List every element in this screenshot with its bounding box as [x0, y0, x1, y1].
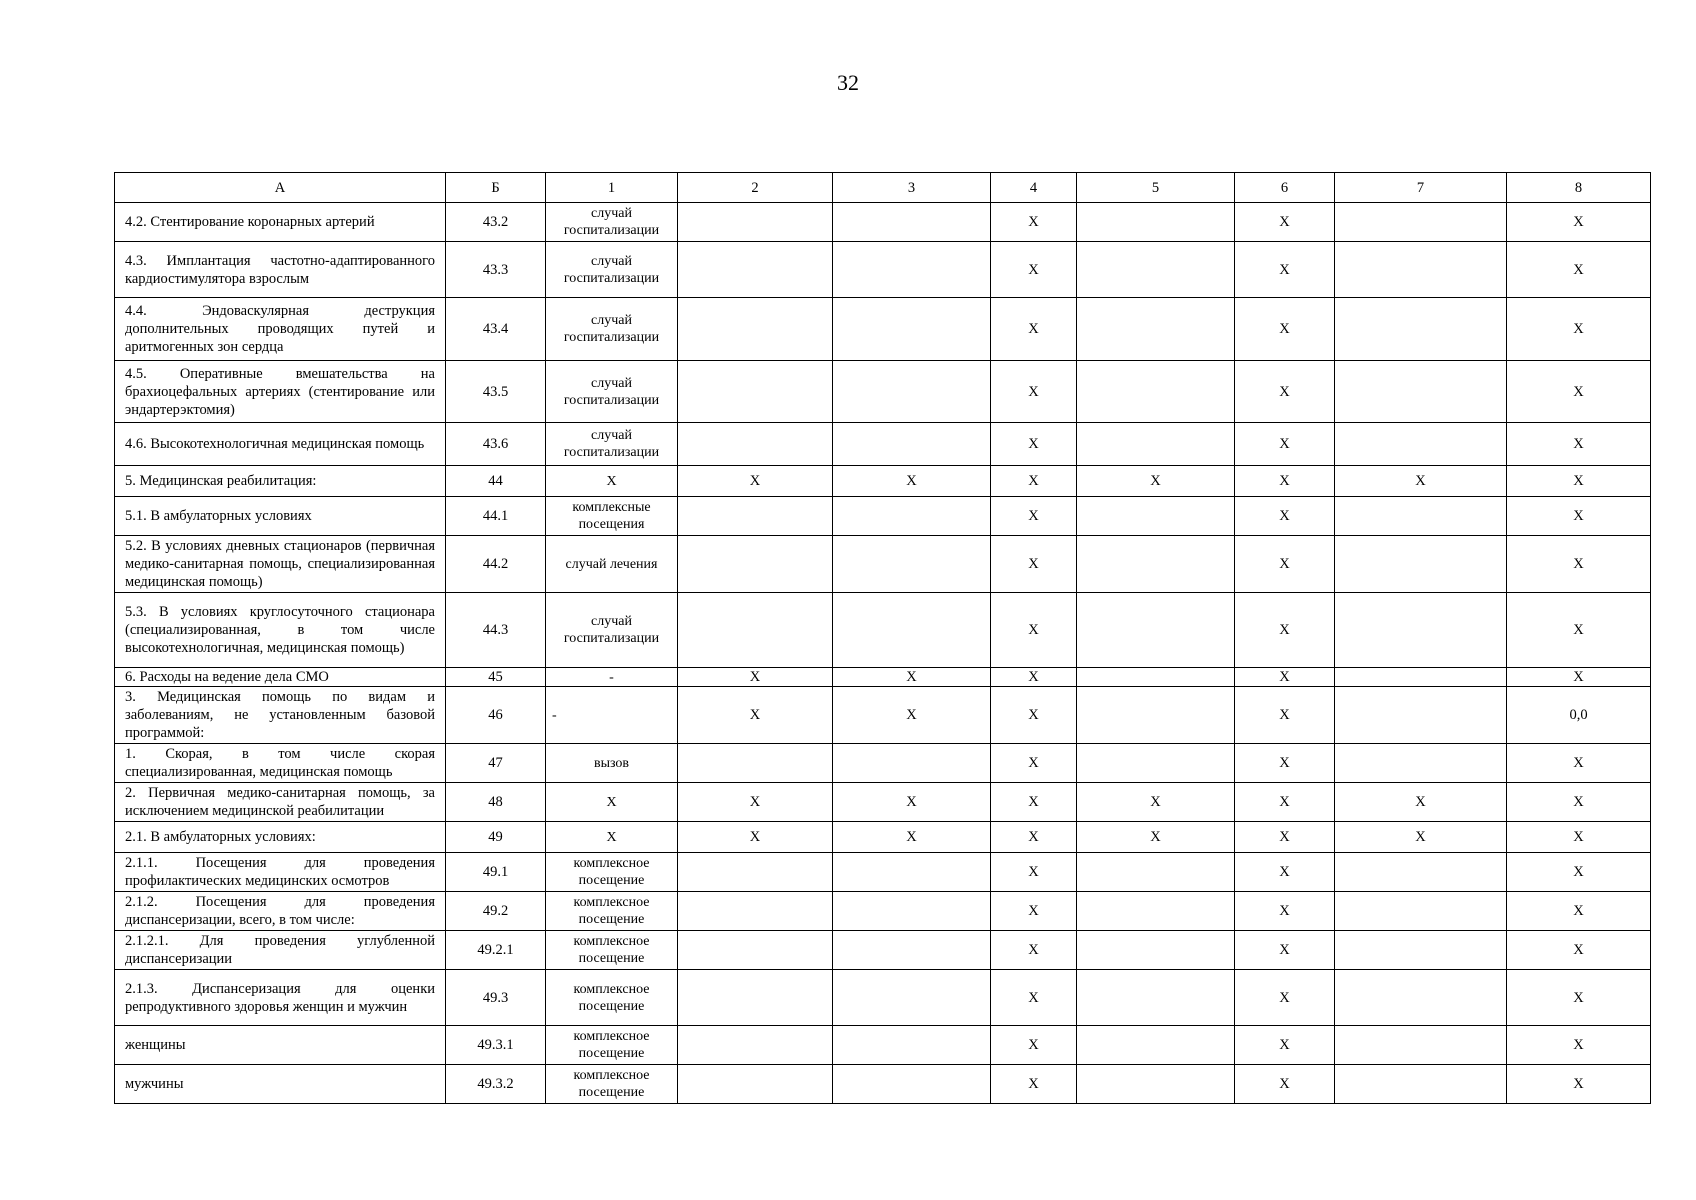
col-3-cell: [833, 361, 991, 423]
col-2-cell: [678, 1065, 833, 1104]
col-3-cell: [833, 298, 991, 361]
col-2-cell: [678, 242, 833, 298]
col-7-cell: [1335, 853, 1507, 892]
table-row: [115, 687, 1651, 744]
row-unit-cell: Х: [546, 466, 678, 497]
row-code-cell: 49.3: [446, 970, 546, 1026]
col-3-cell: [833, 593, 991, 668]
col-6-cell: Х: [1235, 892, 1335, 931]
col-7-cell: [1335, 242, 1507, 298]
col-2-cell: Х: [678, 822, 833, 853]
table-row: [115, 466, 1651, 497]
col-8-cell: Х: [1507, 361, 1651, 423]
table-row: [115, 970, 1651, 1026]
col-6-cell: Х: [1235, 1065, 1335, 1104]
header-cell-a: А: [115, 173, 446, 203]
col-4-cell: Х: [991, 593, 1077, 668]
row-code-cell: 44.2: [446, 536, 546, 593]
table-row: [115, 931, 1651, 970]
row-unit-cell: случай лечения: [546, 536, 678, 593]
table-row: [115, 744, 1651, 783]
header-cell-4: 4: [991, 173, 1077, 203]
row-code-cell: 44: [446, 466, 546, 497]
row-name-cell: 5. Медицинская реабилитация:: [115, 466, 446, 497]
col-5-cell: [1077, 361, 1235, 423]
col-5-cell: [1077, 687, 1235, 744]
col-8-cell: Х: [1507, 497, 1651, 536]
col-3-cell: [833, 536, 991, 593]
row-name-cell: 5.1. В амбулаторных условиях: [115, 497, 446, 536]
header-row: [115, 173, 1651, 203]
col-3-cell: [833, 970, 991, 1026]
col-3-cell: [833, 931, 991, 970]
col-7-cell: [1335, 970, 1507, 1026]
col-6-cell: Х: [1235, 593, 1335, 668]
row-name-cell: 4.6. Высокотехнологичная медицинская помощь: [115, 423, 446, 466]
row-unit-cell: комплексные посещения: [546, 497, 678, 536]
table-row: [115, 1026, 1651, 1065]
row-name-cell: 4.4. Эндоваскулярная деструкция дополнительных проводящих путей и аритмогенных зон сердца: [115, 298, 446, 361]
col-3-cell: Х: [833, 466, 991, 497]
col-5-cell: Х: [1077, 783, 1235, 822]
col-6-cell: Х: [1235, 497, 1335, 536]
col-3-cell: [833, 744, 991, 783]
table-row: [115, 497, 1651, 536]
col-7-cell: [1335, 1065, 1507, 1104]
row-code-cell: 43.3: [446, 242, 546, 298]
row-code-cell: 49.1: [446, 853, 546, 892]
col-7-cell: [1335, 892, 1507, 931]
row-unit-cell: Х: [546, 822, 678, 853]
col-4-cell: Х: [991, 853, 1077, 892]
row-unit-cell: комплексное посещение: [546, 1026, 678, 1065]
col-4-cell: Х: [991, 497, 1077, 536]
header-cell-2: 2: [678, 173, 833, 203]
data-table: [114, 172, 1651, 1104]
row-unit-cell: вызов: [546, 744, 678, 783]
row-name-cell: мужчины: [115, 1065, 446, 1104]
table-row: [115, 668, 1651, 687]
col-4-cell: Х: [991, 687, 1077, 744]
row-unit-cell: случай госпитализации: [546, 593, 678, 668]
col-4-cell: Х: [991, 668, 1077, 687]
col-5-cell: [1077, 203, 1235, 242]
table-row: [115, 536, 1651, 593]
table-row: [115, 242, 1651, 298]
col-3-cell: Х: [833, 687, 991, 744]
col-8-cell: Х: [1507, 853, 1651, 892]
col-6-cell: Х: [1235, 536, 1335, 593]
col-7-cell: Х: [1335, 466, 1507, 497]
row-name-cell: 2.1.2.1. Для проведения углубленной диспансеризации: [115, 931, 446, 970]
col-7-cell: [1335, 423, 1507, 466]
table-row: [115, 203, 1651, 242]
header-cell-8: 8: [1507, 173, 1651, 203]
row-code-cell: 47: [446, 744, 546, 783]
col-8-cell: Х: [1507, 783, 1651, 822]
col-6-cell: Х: [1235, 853, 1335, 892]
col-6-cell: Х: [1235, 298, 1335, 361]
row-code-cell: 46: [446, 687, 546, 744]
col-2-cell: [678, 203, 833, 242]
col-5-cell: [1077, 593, 1235, 668]
table-row: [115, 298, 1651, 361]
col-7-cell: [1335, 687, 1507, 744]
col-8-cell: Х: [1507, 744, 1651, 783]
col-8-cell: 0,0: [1507, 687, 1651, 744]
col-7-cell: [1335, 931, 1507, 970]
col-7-cell: [1335, 497, 1507, 536]
col-6-cell: Х: [1235, 687, 1335, 744]
row-unit-cell: Х: [546, 783, 678, 822]
row-name-cell: 1. Скорая, в том числе скорая специализированная, медицинская помощь: [115, 744, 446, 783]
row-unit-cell: комплексное посещение: [546, 892, 678, 931]
col-4-cell: Х: [991, 822, 1077, 853]
col-6-cell: Х: [1235, 783, 1335, 822]
row-name-cell: 2.1.2. Посещения для проведения диспансеризации, всего, в том числе:: [115, 892, 446, 931]
row-name-cell: 3. Медицинская помощь по видам и заболеваниям, не установленным базовой программой:: [115, 687, 446, 744]
row-name-cell: женщины: [115, 1026, 446, 1065]
col-6-cell: Х: [1235, 970, 1335, 1026]
col-2-cell: [678, 423, 833, 466]
row-code-cell: 49.3.2: [446, 1065, 546, 1104]
table-row: [115, 361, 1651, 423]
row-code-cell: 49.2.1: [446, 931, 546, 970]
col-8-cell: Х: [1507, 931, 1651, 970]
col-7-cell: [1335, 361, 1507, 423]
col-5-cell: [1077, 423, 1235, 466]
col-2-cell: [678, 361, 833, 423]
row-name-cell: 2.1. В амбулаторных условиях:: [115, 822, 446, 853]
col-5-cell: [1077, 668, 1235, 687]
col-2-cell: [678, 853, 833, 892]
col-8-cell: Х: [1507, 203, 1651, 242]
col-5-cell: [1077, 1065, 1235, 1104]
col-8-cell: Х: [1507, 970, 1651, 1026]
row-name-cell: 5.3. В условиях круглосуточного стационара (специализированная, в том числе высокотехнологичная, медицинская помощь): [115, 593, 446, 668]
row-code-cell: 44.3: [446, 593, 546, 668]
row-unit-cell: случай госпитализации: [546, 423, 678, 466]
row-code-cell: 43.4: [446, 298, 546, 361]
row-name-cell: 2.1.1. Посещения для проведения профилактических медицинских осмотров: [115, 853, 446, 892]
col-5-cell: [1077, 970, 1235, 1026]
row-name-cell: 6. Расходы на ведение дела СМО: [115, 668, 446, 687]
col-5-cell: [1077, 931, 1235, 970]
col-3-cell: [833, 853, 991, 892]
table-row: [115, 892, 1651, 931]
col-7-cell: [1335, 1026, 1507, 1065]
col-2-cell: [678, 892, 833, 931]
col-5-cell: [1077, 497, 1235, 536]
col-3-cell: Х: [833, 783, 991, 822]
col-4-cell: Х: [991, 1065, 1077, 1104]
row-name-cell: 2.1.3. Диспансеризация для оценки репродуктивного здоровья женщин и мужчин: [115, 970, 446, 1026]
col-3-cell: Х: [833, 668, 991, 687]
row-code-cell: 48: [446, 783, 546, 822]
row-unit-cell: комплексное посещение: [546, 931, 678, 970]
row-unit-cell: случай госпитализации: [546, 203, 678, 242]
col-6-cell: Х: [1235, 466, 1335, 497]
col-2-cell: [678, 970, 833, 1026]
row-code-cell: 43.5: [446, 361, 546, 423]
col-7-cell: [1335, 668, 1507, 687]
col-8-cell: Х: [1507, 423, 1651, 466]
col-4-cell: Х: [991, 361, 1077, 423]
row-name-cell: 2. Первичная медико-санитарная помощь, за исключением медицинской реабилитации: [115, 783, 446, 822]
col-4-cell: Х: [991, 536, 1077, 593]
header-cell-3: 3: [833, 173, 991, 203]
row-unit-cell: случай госпитализации: [546, 242, 678, 298]
col-6-cell: Х: [1235, 361, 1335, 423]
row-unit-cell: -: [546, 687, 678, 744]
col-5-cell: [1077, 744, 1235, 783]
table-row: [115, 822, 1651, 853]
col-4-cell: Х: [991, 242, 1077, 298]
col-3-cell: [833, 423, 991, 466]
row-name-cell: 5.2. В условиях дневных стационаров (первичная медико-санитарная помощь, специализированная медицинская помощь): [115, 536, 446, 593]
row-code-cell: 44.1: [446, 497, 546, 536]
col-5-cell: Х: [1077, 466, 1235, 497]
col-3-cell: Х: [833, 822, 991, 853]
col-7-cell: [1335, 203, 1507, 242]
col-4-cell: Х: [991, 466, 1077, 497]
table-row: [115, 593, 1651, 668]
col-4-cell: Х: [991, 423, 1077, 466]
col-2-cell: Х: [678, 783, 833, 822]
col-5-cell: [1077, 298, 1235, 361]
header-cell-1: 1: [546, 173, 678, 203]
row-code-cell: 43.6: [446, 423, 546, 466]
row-unit-cell: -: [546, 668, 678, 687]
row-unit-cell: комплексное посещение: [546, 970, 678, 1026]
col-5-cell: Х: [1077, 822, 1235, 853]
col-8-cell: Х: [1507, 892, 1651, 931]
row-unit-cell: комплексное посещение: [546, 853, 678, 892]
col-5-cell: [1077, 242, 1235, 298]
col-8-cell: Х: [1507, 536, 1651, 593]
col-6-cell: Х: [1235, 242, 1335, 298]
col-2-cell: [678, 497, 833, 536]
col-8-cell: Х: [1507, 593, 1651, 668]
col-2-cell: [678, 931, 833, 970]
col-7-cell: [1335, 744, 1507, 783]
col-4-cell: Х: [991, 970, 1077, 1026]
row-name-cell: 4.2. Стентирование коронарных артерий: [115, 203, 446, 242]
table-row: [115, 1065, 1651, 1104]
page-number: 32: [837, 70, 859, 95]
header-cell-7: 7: [1335, 173, 1507, 203]
col-6-cell: Х: [1235, 1026, 1335, 1065]
col-2-cell: [678, 1026, 833, 1065]
col-5-cell: [1077, 1026, 1235, 1065]
col-4-cell: Х: [991, 892, 1077, 931]
col-3-cell: [833, 497, 991, 536]
col-4-cell: Х: [991, 1026, 1077, 1065]
row-code-cell: 43.2: [446, 203, 546, 242]
col-7-cell: [1335, 536, 1507, 593]
col-8-cell: Х: [1507, 822, 1651, 853]
col-5-cell: [1077, 536, 1235, 593]
col-5-cell: [1077, 892, 1235, 931]
row-unit-cell: случай госпитализации: [546, 361, 678, 423]
row-unit-cell: комплексное посещение: [546, 1065, 678, 1104]
col-3-cell: [833, 203, 991, 242]
col-3-cell: [833, 242, 991, 298]
col-6-cell: Х: [1235, 822, 1335, 853]
col-3-cell: [833, 1065, 991, 1104]
col-4-cell: Х: [991, 298, 1077, 361]
col-8-cell: Х: [1507, 466, 1651, 497]
col-6-cell: Х: [1235, 203, 1335, 242]
col-2-cell: [678, 298, 833, 361]
col-8-cell: Х: [1507, 1065, 1651, 1104]
table-row: [115, 853, 1651, 892]
col-5-cell: [1077, 853, 1235, 892]
row-name-cell: 4.5. Оперативные вмешательства на брахиоцефальных артериях (стентирование или эндартерэктомия): [115, 361, 446, 423]
col-7-cell: Х: [1335, 783, 1507, 822]
col-4-cell: Х: [991, 203, 1077, 242]
col-2-cell: [678, 744, 833, 783]
col-2-cell: [678, 593, 833, 668]
col-8-cell: Х: [1507, 242, 1651, 298]
col-4-cell: Х: [991, 931, 1077, 970]
row-code-cell: 49.3.1: [446, 1026, 546, 1065]
table-row: [115, 423, 1651, 466]
col-7-cell: [1335, 298, 1507, 361]
col-2-cell: Х: [678, 687, 833, 744]
row-name-cell: 4.3. Имплантация частотно-адаптированного кардиостимулятора взрослым: [115, 242, 446, 298]
table-row: [115, 783, 1651, 822]
col-4-cell: Х: [991, 783, 1077, 822]
col-6-cell: Х: [1235, 668, 1335, 687]
col-2-cell: Х: [678, 466, 833, 497]
col-3-cell: [833, 892, 991, 931]
row-code-cell: 49.2: [446, 892, 546, 931]
header-cell-5: 5: [1077, 173, 1235, 203]
row-code-cell: 49: [446, 822, 546, 853]
col-6-cell: Х: [1235, 744, 1335, 783]
col-6-cell: Х: [1235, 423, 1335, 466]
col-2-cell: Х: [678, 668, 833, 687]
col-7-cell: Х: [1335, 822, 1507, 853]
col-8-cell: Х: [1507, 1026, 1651, 1065]
col-3-cell: [833, 1026, 991, 1065]
col-8-cell: Х: [1507, 668, 1651, 687]
col-2-cell: [678, 536, 833, 593]
col-7-cell: [1335, 593, 1507, 668]
col-8-cell: Х: [1507, 298, 1651, 361]
row-code-cell: 45: [446, 668, 546, 687]
header-cell-b: Б: [446, 173, 546, 203]
row-unit-cell: случай госпитализации: [546, 298, 678, 361]
header-cell-6: 6: [1235, 173, 1335, 203]
col-4-cell: Х: [991, 744, 1077, 783]
col-6-cell: Х: [1235, 931, 1335, 970]
